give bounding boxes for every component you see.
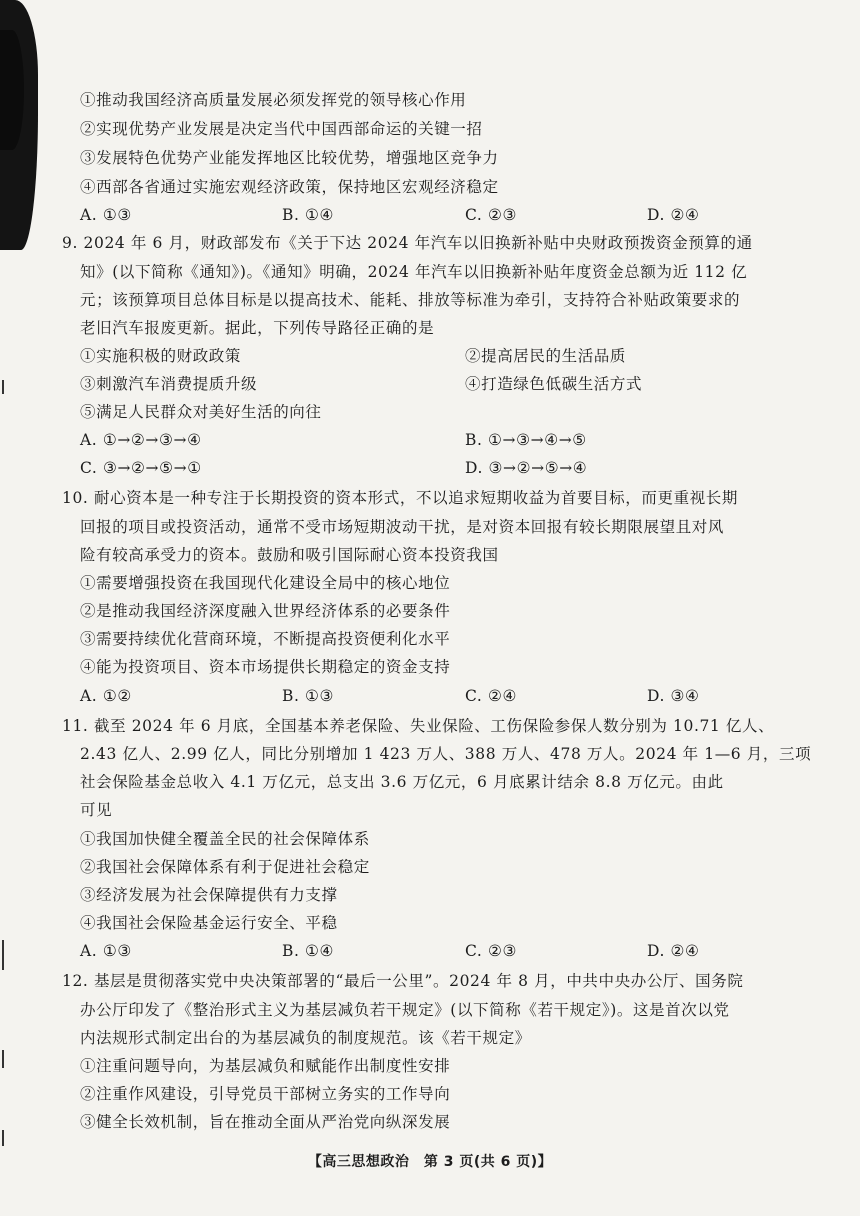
choice-b[interactable]: B. ①④ [282, 206, 335, 224]
question-9-stem: 老旧汽车报废更新。据此，下列传导路径正确的是 [80, 319, 435, 337]
question-10-choice-d[interactable]: D. ③④ [647, 687, 700, 705]
scan-edge-mark [2, 380, 4, 394]
choice-c[interactable]: C. ②③ [465, 206, 517, 224]
question-11-item-1: ①我国加快健全覆盖全民的社会保障体系 [80, 830, 370, 848]
question-10-stem: 险有较高承受力的资本。鼓励和吸引国际耐心资本投资我国 [80, 546, 499, 564]
question-12-stem: 办公厅印发了《整治形式主义为基层减负若干规定》(以下简称《若干规定》)。这是首次以党 [80, 1001, 730, 1019]
statement-4: ④西部各省通过实施宏观经济政策，保持地区宏观经济稳定 [80, 178, 499, 196]
question-9-stem: 知》(以下简称《通知》)。《通知》明确，2024 年汽车以旧换新补贴年度资金总额为近 112 亿 [80, 263, 748, 281]
scan-shadow-inner [0, 30, 24, 150]
question-11-stem: 2.43 亿人、2.99 亿人，同比分别增加 1 423 万人、388 万人、478 万人。2024 年 1—6 月，三项 [80, 745, 812, 763]
statement-1: ①推动我国经济高质量发展必须发挥党的领导核心作用 [80, 91, 467, 109]
statement-3: ③发展特色优势产业能发挥地区比较优势，增强地区竞争力 [80, 149, 499, 167]
statement-2: ②实现优势产业发展是决定当代中国西部命运的关键一招 [80, 120, 483, 138]
question-11-stem: 社会保险基金总收入 4.1 万亿元，总支出 3.6 万亿元，6 月底累计结余 8.8 万亿元。由此 [80, 773, 724, 791]
question-9-choice-d[interactable]: D. ③→②→⑤→④ [465, 459, 588, 477]
question-11-item-4: ④我国社会保险基金运行安全、平稳 [80, 914, 338, 932]
question-12-item-1: ①注重问题导向，为基层减负和赋能作出制度性安排 [80, 1057, 451, 1075]
question-11-choice-c[interactable]: C. ②③ [465, 942, 517, 960]
question-9-item-5: ⑤满足人民群众对美好生活的向往 [80, 403, 322, 421]
question-10-item-3: ③需要持续优化营商环境，不断提高投资便利化水平 [80, 630, 451, 648]
choice-d[interactable]: D. ②④ [647, 206, 700, 224]
question-11-stem: 可见 [80, 801, 113, 819]
question-11-item-2: ②我国社会保障体系有利于促进社会稳定 [80, 858, 370, 876]
question-10-item-1: ①需要增强投资在我国现代化建设全局中的核心地位 [80, 574, 451, 592]
question-10-choice-a[interactable]: A. ①② [80, 687, 132, 705]
question-10-stem: 回报的项目或投资活动，通常不受市场短期波动干扰，是对资本回报有较长期限展望且对风 [80, 518, 725, 536]
question-10-choice-c[interactable]: C. ②④ [465, 687, 517, 705]
question-9-item-3: ③刺激汽车消费提质升级 [80, 375, 258, 393]
page-footer: 【高三思想政治 第 3 页(共 6 页)】 [307, 1154, 553, 1170]
question-9-item-1: ①实施积极的财政政策 [80, 347, 242, 365]
question-9-item-2: ②提高居民的生活品质 [465, 347, 627, 365]
question-9-stem: 9. 2024 年 6 月，财政部发布《关于下达 2024 年汽车以旧换新补贴中央财政预拨资金预算的通 [62, 234, 753, 252]
question-9-choice-c[interactable]: C. ③→②→⑤→① [80, 459, 202, 477]
question-11-item-3: ③经济发展为社会保障提供有力支撑 [80, 886, 338, 904]
question-11-choice-a[interactable]: A. ①③ [80, 942, 132, 960]
choice-a[interactable]: A. ①③ [80, 206, 132, 224]
question-9-choice-a[interactable]: A. ①→②→③→④ [80, 431, 202, 449]
question-11-choice-b[interactable]: B. ①④ [282, 942, 335, 960]
question-12-stem: 内法规形式制定出台的为基层减负的制度规范。该《若干规定》 [80, 1029, 531, 1047]
question-10-choice-b[interactable]: B. ①③ [282, 687, 335, 705]
question-10-item-2: ②是推动我国经济深度融入世界经济体系的必要条件 [80, 602, 451, 620]
question-9-stem: 元；该预算项目总体目标是以提高技术、能耗、排放等标准为牵引，支持符合补贴政策要求的 [80, 291, 741, 309]
question-9-item-4: ④打造绿色低碳生活方式 [465, 375, 643, 393]
scan-edge-mark [2, 1050, 4, 1068]
question-10-item-4: ④能为投资项目、资本市场提供长期稳定的资金支持 [80, 658, 451, 676]
question-11-stem: 11. 截至 2024 年 6 月底，全国基本养老保险、失业保险、工伤保险参保人数分别为 10.71 亿人、 [62, 717, 775, 735]
question-12-item-2: ②注重作风建设，引导党员干部树立务实的工作导向 [80, 1085, 451, 1103]
question-10-stem: 10. 耐心资本是一种专注于长期投资的资本形式，不以追求短期收益为首要目标，而更重视长期 [62, 489, 738, 507]
question-11-choice-d[interactable]: D. ②④ [647, 942, 700, 960]
scan-edge-mark [2, 940, 4, 970]
question-12-item-3: ③健全长效机制，旨在推动全面从严治党向纵深发展 [80, 1113, 451, 1131]
question-12-stem: 12. 基层是贯彻落实党中央决策部署的“最后一公里”。2024 年 8 月，中共中央办公厅、国务院 [62, 972, 744, 990]
question-9-choice-b[interactable]: B. ①→③→④→⑤ [465, 431, 587, 449]
scan-edge-mark [2, 1130, 4, 1146]
